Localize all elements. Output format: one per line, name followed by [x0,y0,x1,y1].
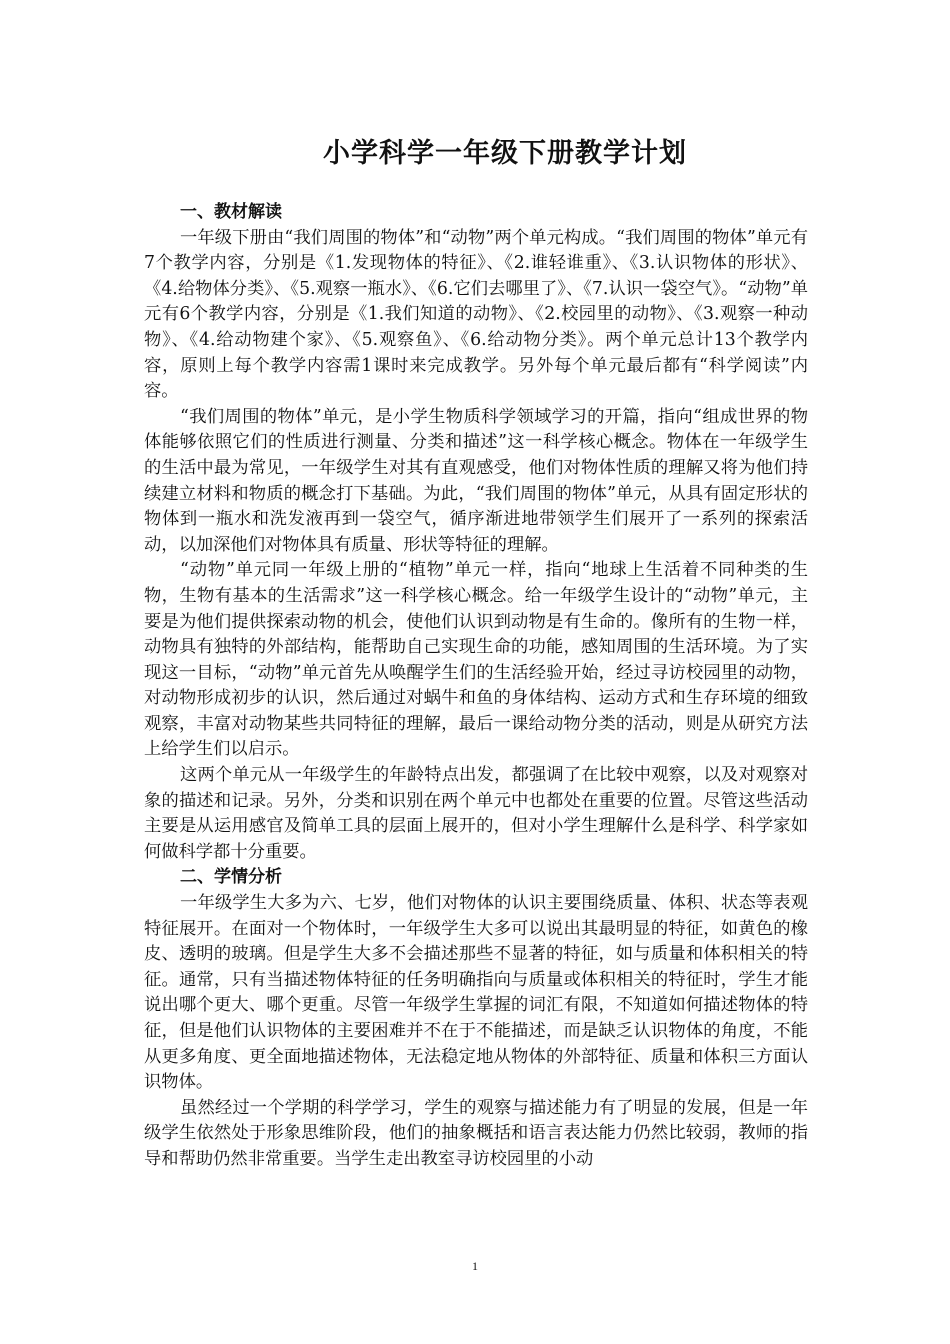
section-heading-textbook-analysis: 一、教材解读 [180,202,282,222]
paragraph: 虽然经过一个学期的科学学习，学生的观察与描述能力有了明显的发展，但是一年级学生依然处于形象思维阶段，他们的抽象概括和语言表达能力仍然比较弱，教师的指导和帮助仍然非常重要。当学生走出教室寻访校园里的小动 [144,1097,808,1169]
section-heading-student-analysis: 二、学情分析 [180,867,282,888]
paragraph: “动物”单元同一年级上册的“植物”单元一样，指向“地球上生活着不同种类的生物，生物有基本的生活需求”这一科学核心概念。给一年级学生设计的“动物”单元，主要是为他们提供探索动物的机会，使他们认识到动物是有生命的。像所有的生物一样，动物具有独特的外部结构，能帮助自己实现生命的功能，感知周围的生活环境。为了实现这一目标，“动物”单元首先从唤醒学生们的生活经验开始，经过寻访校园里的动物，对动物形成初步的认识，然后通过对蜗牛和鱼的身体结构、运动方式和生存环境的细致观察，丰富对动物某些共同特征的理解，最后一课给动物分类的活动，则是从研究方法上给学生们以启示。 [144,560,808,760]
paragraph: 这两个单元从一年级学生的年龄特点出发，都强调了在比较中观察，以及对观察对象的描述和记录。另外，分类和识别在两个单元中也都处在重要的位置。尽管这些活动主要是从运用感官及简单工具的层面上展开的，但对小学生理解什么是科学、科学家如何做科学都十分重要。 [144,765,808,862]
document-title: 小学科学一年级下册教学计划 [323,138,687,169]
paragraph: 一年级下册由“我们周围的物体”和“动物”两个单元构成。“我们周围的物体”单元有7个教学内容，分别是《1.发现物体的特征》、《2.谁轻谁重》、《3.认识物体的形状》、《4.给物体分类》、《5.观察一瓶水》、《6.它们去哪里了》、《7.认识一袋空气》。“动物”单元有6个教学内容，分别是《1.我们知道的动物》、《2.校园里的动物》、《3.观察一种动物》、《4.给动物建个家》、《5.观察鱼》、《6.给动物分类》。两个单元总计13个教学内容，原则上每个教学内容需1课时来完成教学。另外每个单元最后都有“科学阅读”内容。 [144,227,808,402]
document-body [144,200,808,1173]
paragraph: 一年级学生大多为六、七岁，他们对物体的认识主要围绕质量、体积、状态等表观特征展开。在面对一个物体时，一年级学生大多可以说出其最明显的特征，如黄色的橡皮、透明的玻璃。但是学生大多不会描述那些不显著的特征，如与质量和体积相关的特征。通常，只有当描述物体特征的任务明确指向与质量或体积相关的特征时，学生才能说出哪个更大、哪个更重。尽管一年级学生掌握的词汇有限，不知道如何描述物体的特征，但是他们认识物体的主要困难并不在于不能描述，而是缺乏认识物体的角度，不能从更多角度、更全面地描述物体，无法稳定地从物体的外部特征、质量和体积三方面认识物体。 [144,893,808,1093]
page-number: 1 [472,1259,478,1273]
paragraph: “我们周围的物体”单元，是小学生物质科学领域学习的开篇，指向“组成世界的物体能够依照它们的性质进行测量、分类和描述”这一科学核心概念。物体在一年级学生的生活中最为常见，一年级学生对其有直观感受，他们对物体性质的理解又将为他们持续建立材料和物质的概念打下基础。为此，“我们周围的物体”单元，从具有固定形状的物体到一瓶水和洗发液再到一袋空气，循序渐进地带领学生们展开了一系列的探索活动，以加深他们对物体具有质量、形状等特征的理解。 [144,406,808,555]
